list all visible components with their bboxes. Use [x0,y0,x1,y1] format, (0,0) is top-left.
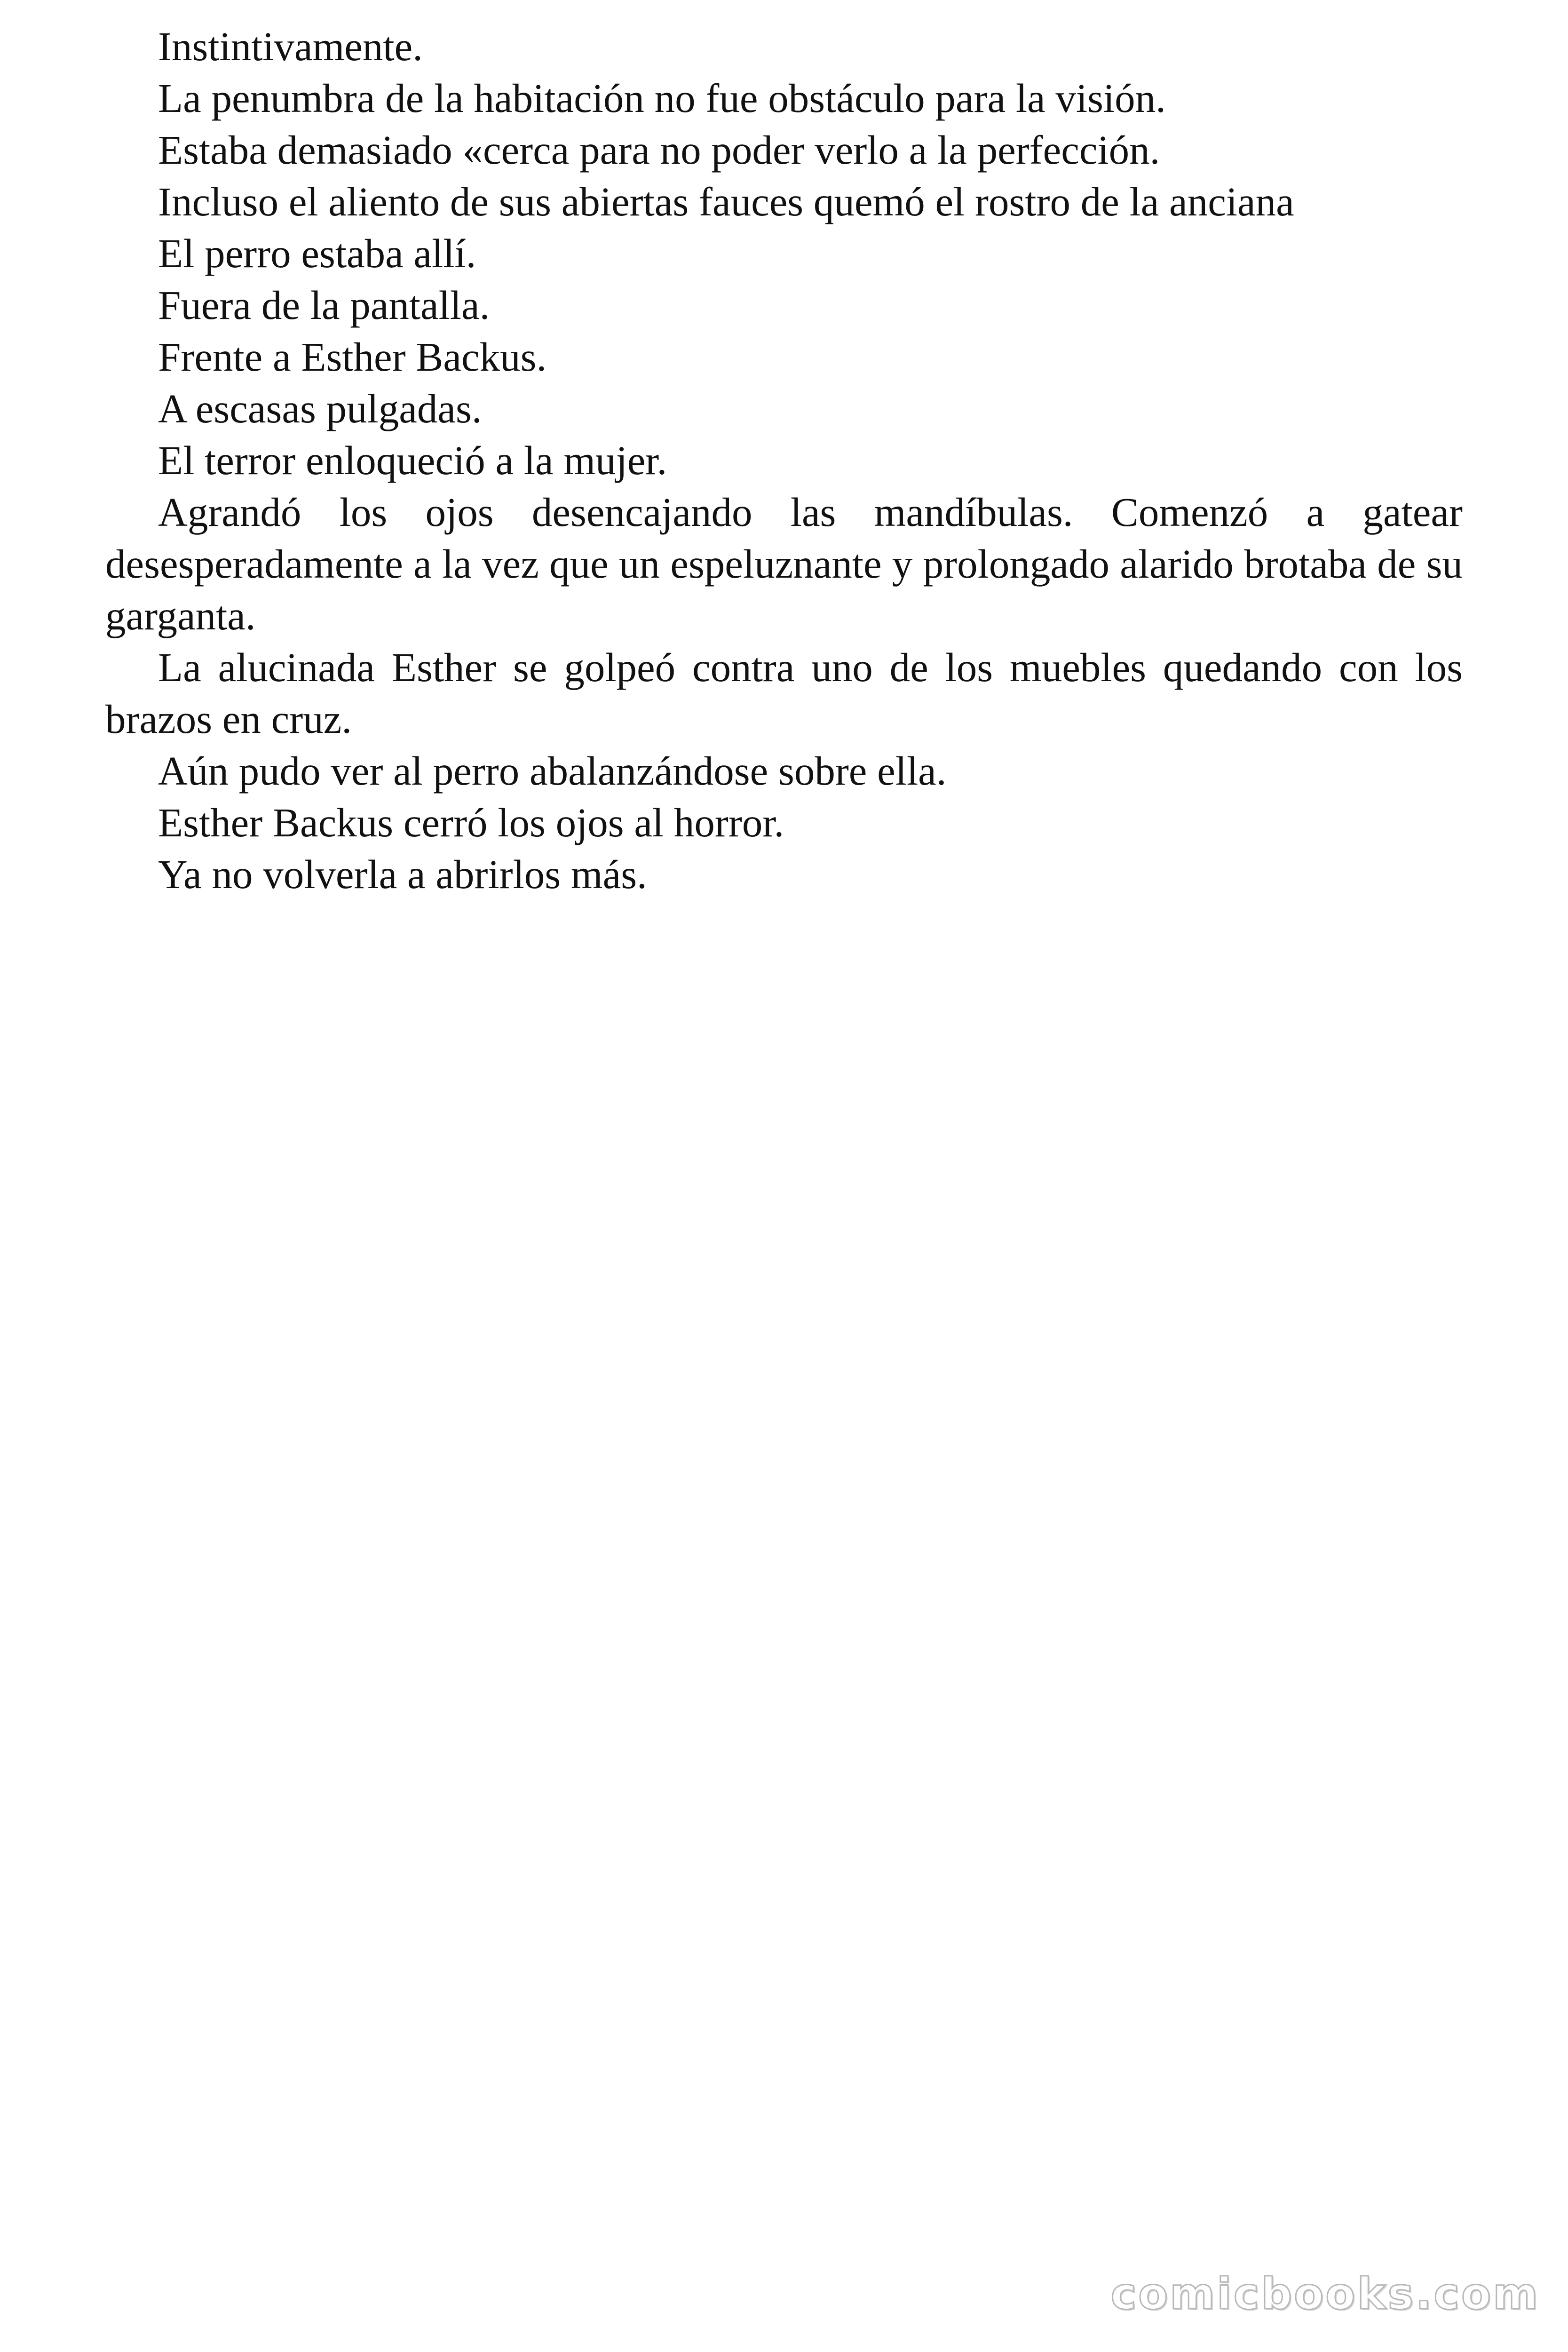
paragraph: La alucinada Esther se golpeó contra uno de los muebles quedando con los brazos en cruz. [105,644,1463,742]
paragraph: El perro estaba allí. [158,230,476,276]
paragraph: Incluso el aliento de sus abiertas fauces quemó el rostro de la anciana [158,179,1294,224]
paragraph: El terror enloqueció a la mujer. [158,437,667,483]
watermark-logo: comicbooks.com [1110,2269,1540,2319]
paragraph: Ya no volverla a abrirlos más. [158,851,647,897]
paragraph: A escasas pulgadas. [158,386,482,431]
paragraph: Agrandó los ojos desencajando las mandíbulas. Comenzó a gatear desesperadamente a la vez que un espeluznante y prolongado alarido brotaba de su garganta. [105,489,1463,638]
paragraph: Aún pudo ver al perro abalanzándose sobre ella. [158,748,947,794]
paragraph: La penumbra de la habitación no fue obstáculo para la visión. [158,75,1166,121]
paragraph: Frente a Esther Backus. [158,334,547,380]
paragraph: Esther Backus cerró los ojos al horror. [158,800,784,845]
paragraph: Estaba demasiado «cerca para no poder verlo a la perfección. [158,127,1160,173]
body-text [105,21,1463,900]
paragraph: Instintivamente. [158,24,423,69]
paragraph: Fuera de la pantalla. [158,282,490,328]
